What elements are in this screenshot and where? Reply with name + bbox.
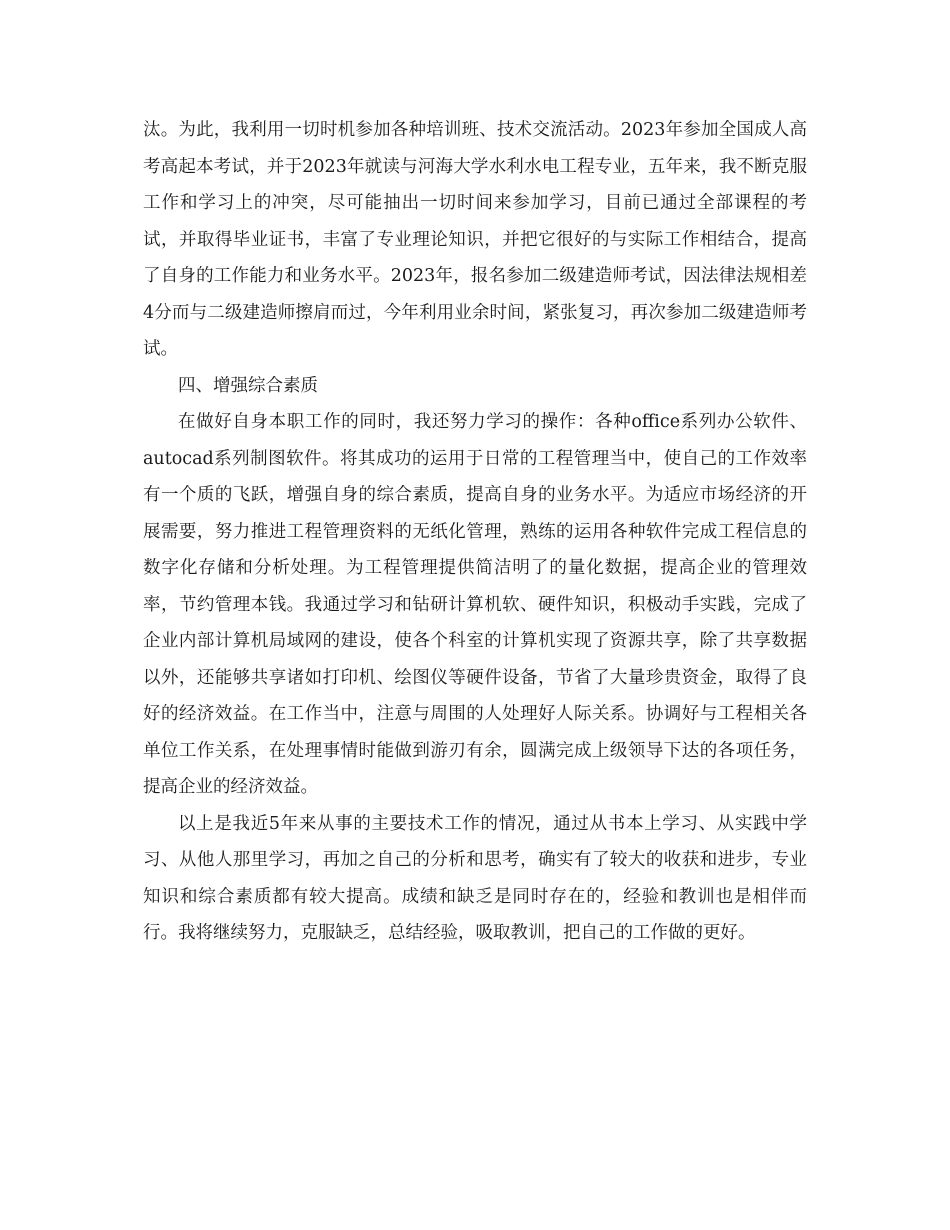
paragraph-conclusion: 以上是我近5年来从事的主要技术工作的情况，通过从书本上学习、从实践中学习、从他人那里学习，再加之自己的分析和思考，确实有了较大的收获和进步，专业知识和综合素质都有较大提高。成绩和缺乏是同时存在的，经验和教训也是相伴而行。我将继续努力，克服缺乏，总结经验，吸取教训，把自己的工作做的更好。 <box>143 813 807 943</box>
paragraph-continuation: 汰。为此，我利用一切时机参加各种培训班、技术交流活动。2023年参加全国成人高考高起本考试，并于2023年就读与河海大学水利水电工程专业，五年来，我不断克服工作和学习上的冲突，尽可能抽出一切时间来参加学习，目前已通过全部课程的考试，并取得毕业证书，丰富了专业理论知识，并把它很好的与实际工作相结合，提高了自身的工作能力和业务水平。2023年，报名参加二级建造师考试，因法律法规相差4分而与二级建造师擦肩而过，今年利用业余时间，紧张复习，再次参加二级建造师考试。 <box>143 120 807 359</box>
paragraph-body: 在做好自身本职工作的同时，我还努力学习的操作：各种office系列办公软件、autocad系列制图软件。将其成功的运用于日常的工程管理当中，使自己的工作效率有一个质的飞跃，增强自身的综合素质，提高自身的业务水平。为适应市场经济的开展需要，努力推进工程管理资料的无纸化管理，熟练的运用各种软件完成工程信息的数字化存储和分析处理。为工程管理提供简洁明了的量化数据，提高企业的管理效率，节约管理本钱。我通过学习和钻研计算机软、硬件知识，积极动手实践，完成了企业内部计算机局域网的建设，使各个科室的计算机实现了资源共享，除了共享数据以外，还能够共享诸如打印机、绘图仪等硬件设备，节省了大量珍贵资金，取得了良好的经济效益。在工作当中，注意与周围的人处理好人际关系。协调好与工程相关各单位工作关系，在处理事情时能做到游刃有余，圆满完成上级领导下达的各项任务，提高企业的经济效益。 <box>143 412 807 797</box>
document-body <box>143 112 807 952</box>
section-heading: 四、增强综合素质 <box>178 375 318 396</box>
